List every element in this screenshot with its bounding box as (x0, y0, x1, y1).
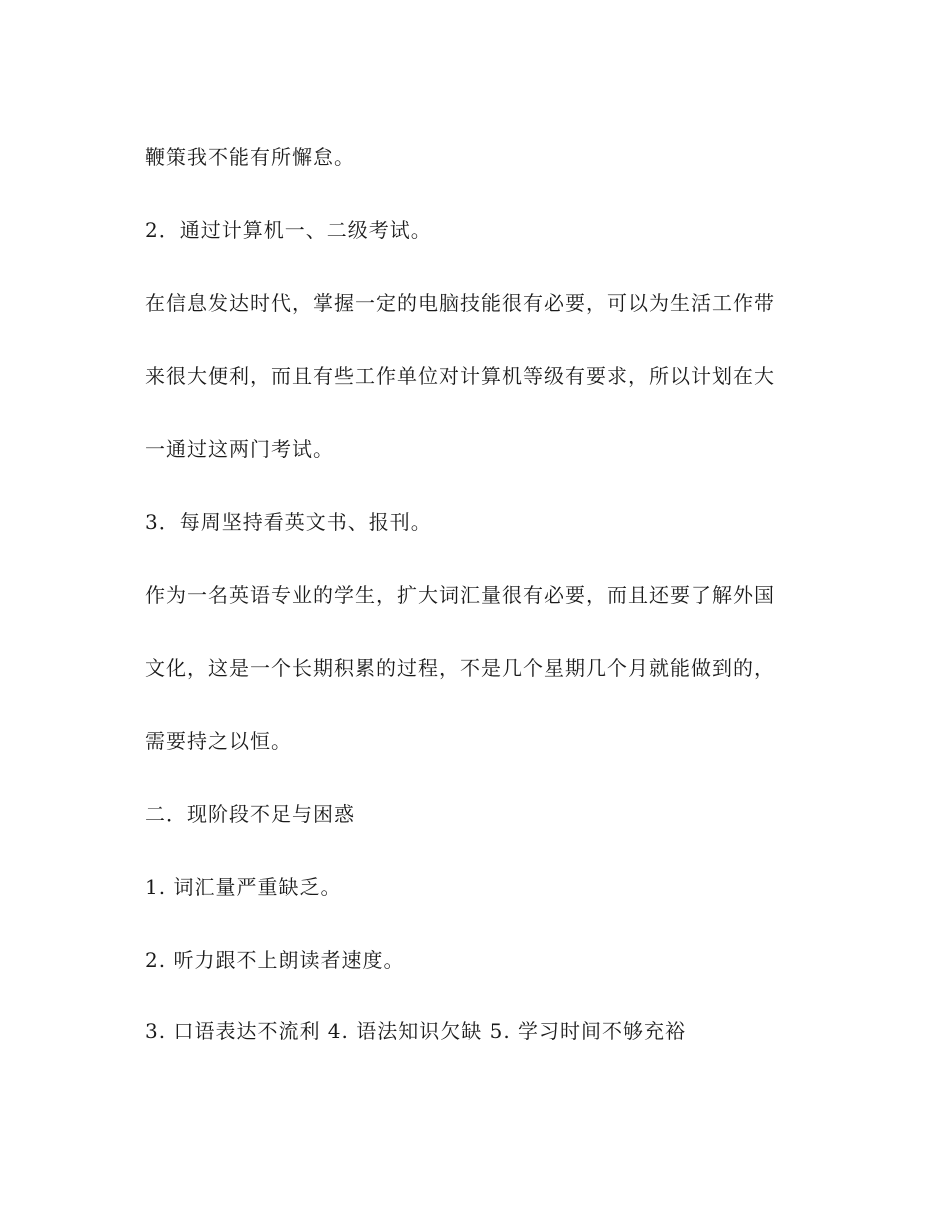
list-item-english-reading: 3．每周坚持看英文书、报刊。 (145, 510, 432, 534)
paragraph-continuation: 鞭策我不能有所懈怠。 (145, 145, 355, 169)
list-item: 3. 口语表达不流利 4. 语法知识欠缺 5. 学习时间不够充裕 (145, 1019, 687, 1043)
list-item: 2. 听力跟不上朗读者速度。 (145, 948, 405, 972)
list-item-computer-exam: 2．通过计算机一、二级考试。 (145, 218, 432, 242)
paragraph-line: 文化，这是一个长期积累的过程，不是几个星期几个月就能做到的， (145, 656, 775, 680)
list-item: 1. 词汇量严重缺乏。 (145, 875, 342, 899)
paragraph-line: 作为一名英语专业的学生，扩大词汇量很有必要，而且还要了解外国 (145, 583, 775, 607)
paragraph-line: 来很大便利，而且有些工作单位对计算机等级有要求，所以计划在大 (145, 364, 775, 388)
paragraph-line: 一通过这两门考试。 (145, 437, 334, 461)
paragraph-line: 在信息发达时代，掌握一定的电脑技能很有必要，可以为生活工作带 (145, 291, 775, 315)
paragraph-line: 需要持之以恒。 (145, 729, 292, 753)
section-heading: 二．现阶段不足与困惑 (145, 802, 355, 826)
